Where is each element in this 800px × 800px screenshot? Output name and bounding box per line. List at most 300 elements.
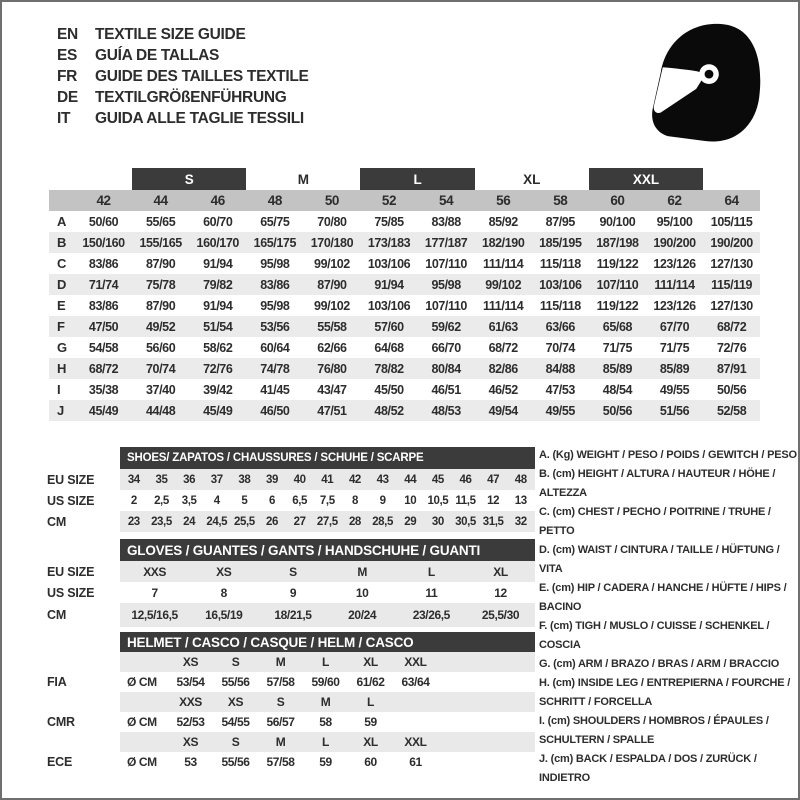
size-value: 70/80: [317, 214, 347, 229]
size-value: 103/106: [367, 256, 411, 271]
row-fia: [47, 672, 535, 692]
measure-row-c: [49, 253, 760, 274]
eu-size-spacer: [49, 190, 75, 211]
measure-letter: D: [49, 274, 75, 295]
size-value: 75/78: [132, 274, 189, 295]
guide-title-es: GUÍA DE TALLAS: [95, 47, 220, 64]
cell-value: 55/56: [221, 675, 250, 689]
size-value: 71/74: [75, 274, 132, 295]
cell-value: 43: [369, 469, 397, 490]
size-value: 87/95: [545, 214, 575, 229]
size-value: 107/110: [589, 274, 646, 295]
legend-item: H. (cm) INSIDE LEG / ENTREPIERNA / FOURCHE / SCHRITT / FORCELLA: [539, 677, 791, 708]
cell-value: 37: [203, 469, 231, 490]
measure-row-f: [49, 316, 760, 337]
cell-value: Ø CM: [127, 715, 157, 729]
guide-title-en: TEXTILE SIZE GUIDE: [95, 26, 246, 43]
shoes-title-row: [47, 447, 535, 469]
language-code: FR: [57, 68, 78, 85]
row-label: [47, 732, 120, 752]
helmet-size-table: [47, 632, 535, 772]
cell-value: [438, 752, 535, 772]
language-title-list: [57, 24, 309, 129]
size-group-xxl: XXL: [589, 168, 703, 190]
size-value: 48/53: [418, 400, 475, 421]
visor-pivot-hole: [705, 70, 714, 79]
size-value: 56/60: [146, 340, 176, 355]
size-value: 185/195: [532, 232, 589, 253]
cell-value: XS: [189, 561, 258, 582]
size-value: 190/200: [703, 232, 760, 253]
cell-value: 48: [507, 469, 535, 490]
size-value: 111/114: [483, 298, 524, 313]
cell-value: 24,5: [203, 511, 231, 532]
cell-value: 42: [341, 469, 369, 490]
row-us-size: [47, 490, 535, 511]
row-cm: [47, 603, 535, 627]
size-value: 91/94: [203, 256, 233, 271]
cell-value: 23: [120, 511, 148, 532]
cell-value: 25,5: [231, 511, 259, 532]
cell-value: 9: [289, 585, 297, 600]
size-value: 123/126: [653, 298, 696, 313]
size-value: 35/38: [88, 382, 119, 397]
guide-title-fr: GUIDE DES TAILLES TEXTILE: [95, 68, 309, 85]
size-value: 50/56: [589, 400, 646, 421]
size-value: 51/54: [189, 316, 246, 337]
cell-value: 46: [452, 469, 480, 490]
language-row: [57, 24, 309, 45]
legend-item: C. (cm) CHEST / PECHO / POITRINE / TRUHE / PETTO: [539, 506, 771, 537]
cell-value: 27: [286, 511, 314, 532]
cell-value: 8: [351, 494, 358, 507]
cell-value: 10,5: [427, 494, 449, 507]
cell-value: XS: [168, 652, 213, 672]
size-value: 70/74: [132, 358, 189, 379]
size-value: 170/180: [303, 232, 360, 253]
cell-value: 32: [507, 511, 535, 532]
measure-letter: G: [57, 340, 67, 355]
language-code: EN: [57, 26, 78, 43]
legend-item: E. (cm) HIP / CADERA / HANCHE / HÜFTE / HIPS / BACINO: [539, 582, 787, 613]
size-value: 111/114: [646, 274, 703, 295]
size-value: 83/86: [88, 298, 119, 313]
size-value: 72/76: [716, 340, 747, 355]
language-code: DE: [57, 89, 78, 106]
cell-value: 16,5/19: [189, 603, 258, 627]
helmet-title: HELMET / CASCO / CASQUE / HELM / CASCO: [120, 632, 535, 652]
size-value: 87/90: [303, 274, 360, 295]
eu-size-52: 52: [360, 190, 417, 211]
size-value: 47/50: [75, 316, 132, 337]
size-group-s: S: [132, 168, 246, 190]
size-value: 55/65: [146, 214, 176, 229]
cell-value: 23/26,5: [397, 603, 466, 627]
size-value: 47/53: [545, 382, 575, 397]
size-value: 48/52: [360, 400, 417, 421]
cell-value: 41: [313, 469, 341, 490]
size-value: 160/170: [189, 232, 246, 253]
cell-value: 30,5: [452, 511, 480, 532]
cell-value: 29: [396, 511, 424, 532]
cell-value: XL: [466, 561, 535, 582]
measure-row-i: [49, 379, 760, 400]
size-group-spacer: [49, 168, 132, 190]
size-value: 99/102: [314, 298, 350, 313]
cell-value: 61/62: [356, 675, 385, 689]
guide-title-it: GUIDA ALLE TAGLIE TESSILI: [95, 110, 304, 127]
guide-title-de: TEXTILGRÖßENFÜHRUNG: [95, 89, 287, 106]
row-label: CM: [47, 514, 67, 529]
size-value: 99/102: [314, 256, 350, 271]
measure-row-g: [49, 337, 760, 358]
cell-value: M: [328, 561, 397, 582]
cell-value: L: [303, 732, 348, 752]
cell-value: 20/24: [328, 603, 397, 627]
size-value: 66/70: [431, 340, 461, 355]
size-group-m: M: [297, 171, 310, 187]
size-value: 80/84: [418, 358, 475, 379]
cell-value: XXL: [393, 732, 438, 752]
size-value: 59/62: [418, 316, 475, 337]
cell-value: XS: [168, 732, 213, 752]
cell-value: 11,5: [455, 494, 476, 507]
eu-size-60: 60: [589, 190, 646, 211]
cell-value: 8: [220, 585, 227, 600]
cell-value: 52/53: [176, 715, 205, 729]
cell-value: 6,5: [292, 494, 308, 507]
cell-value: 24: [175, 511, 203, 532]
cell-value: 40: [286, 469, 314, 490]
legend-item: G. (cm) ARM / BRAZO / BRAS / ARM / BRACCIO: [539, 658, 780, 670]
cell-value: [120, 732, 168, 752]
size-value: 84/88: [532, 358, 589, 379]
size-value: 46/51: [431, 382, 461, 397]
cell-value: 36: [175, 469, 203, 490]
helmet-title-row: [47, 632, 535, 652]
size-value: 53/56: [246, 316, 303, 337]
measure-row-h: [49, 358, 760, 379]
cell-value: 28: [341, 511, 369, 532]
size-value: 61/63: [475, 316, 532, 337]
size-letter-row: [47, 692, 535, 712]
cell-value: XS: [213, 692, 258, 712]
cell-value: M: [258, 652, 303, 672]
cell-value: 31,5: [479, 511, 507, 532]
cell-value: [438, 692, 535, 712]
cell-value: 11: [425, 585, 438, 600]
cell-value: 34: [120, 469, 148, 490]
row-cm: [47, 511, 535, 532]
size-value: 95/98: [418, 274, 475, 295]
cell-value: 26: [258, 511, 286, 532]
size-value: 50/60: [88, 214, 119, 229]
measure-row-b: [49, 232, 760, 253]
row-label: FIA: [47, 675, 67, 689]
size-value: 91/94: [360, 274, 417, 295]
gloves-size-table: [47, 539, 535, 627]
title-spacer: [47, 632, 120, 652]
size-value: 107/110: [425, 298, 467, 313]
measure-letter: A: [57, 214, 66, 229]
measure-row-a: [49, 211, 760, 232]
size-group-row: [49, 168, 760, 190]
size-value: 62/66: [317, 340, 347, 355]
size-value: 103/106: [532, 274, 589, 295]
size-value: 41/45: [260, 382, 290, 397]
size-value: 173/183: [360, 232, 417, 253]
cell-value: 58: [319, 715, 332, 729]
row-label: [47, 692, 120, 712]
cell-value: L: [397, 561, 466, 582]
row-label: [47, 652, 120, 672]
legend-item: I. (cm) SHOULDERS / HOMBROS / ÉPAULES / SCHULTERN / SPALLE: [539, 715, 769, 746]
cell-value: 35: [148, 469, 176, 490]
cell-value: 56/57: [266, 715, 295, 729]
language-row: [57, 66, 309, 87]
size-value: 57/60: [360, 316, 417, 337]
size-value: 79/82: [189, 274, 246, 295]
row-label: EU SIZE: [47, 472, 95, 487]
cell-value: 44: [396, 469, 424, 490]
size-value: 70/74: [545, 340, 575, 355]
size-value: 43/47: [317, 382, 347, 397]
cell-value: 7,5: [319, 494, 335, 507]
cell-value: 57/58: [266, 755, 295, 769]
measure-row-e: [49, 295, 760, 316]
cell-value: 2,5: [154, 494, 169, 507]
size-value: 111/114: [483, 256, 524, 271]
cell-value: [120, 692, 168, 712]
size-value: 105/115: [710, 214, 753, 229]
size-value: 63/66: [532, 316, 589, 337]
size-value: 44/48: [132, 400, 189, 421]
size-value: 64/68: [374, 340, 404, 355]
legend-item: J. (cm) BACK / ESPALDA / DOS / ZURÜCK / INDIETRO: [539, 753, 757, 784]
size-value: 115/118: [539, 256, 581, 271]
cell-value: 23,5: [148, 511, 176, 532]
language-code: ES: [57, 47, 78, 64]
eu-size-46: 46: [189, 190, 246, 211]
size-value: 187/198: [589, 232, 646, 253]
legend-item: D. (cm) WAIST / CINTURA / TAILLE / HÜFTUNG / VITA: [539, 544, 780, 575]
size-value: 91/94: [203, 298, 233, 313]
cell-value: [438, 732, 535, 752]
cell-value: XXS: [168, 692, 213, 712]
cell-value: 38: [231, 469, 259, 490]
cell-value: M: [258, 732, 303, 752]
cell-value: 57/58: [266, 675, 295, 689]
measure-row-d: [49, 274, 760, 295]
size-value: 103/106: [367, 298, 411, 313]
size-value: 83/86: [246, 274, 303, 295]
size-value: 52/58: [703, 400, 760, 421]
cell-value: L: [348, 692, 393, 712]
cell-value: 2: [130, 494, 137, 507]
size-value: 95/98: [260, 298, 290, 313]
measure-letter: E: [57, 298, 66, 313]
size-value: 50/56: [716, 382, 747, 397]
cell-value: S: [213, 732, 258, 752]
cell-value: 60: [364, 755, 377, 769]
title-spacer: [47, 539, 120, 561]
size-value: 51/56: [646, 400, 703, 421]
row-label: EU SIZE: [47, 564, 95, 579]
cell-value: 45: [424, 469, 452, 490]
row-ece: [47, 752, 535, 772]
size-value: 127/130: [710, 256, 753, 271]
size-value: 87/91: [703, 358, 760, 379]
size-value: 58/62: [203, 340, 233, 355]
cell-value: XL: [348, 732, 393, 752]
cell-value: 10: [404, 494, 417, 507]
size-value: 115/119: [703, 274, 760, 295]
eu-size-row: [49, 190, 760, 211]
cell-value: 63/64: [401, 675, 430, 689]
helmet-icon: [650, 20, 768, 144]
size-value: 182/190: [475, 232, 532, 253]
gloves-title-row: [47, 539, 535, 561]
measure-letter: I: [57, 382, 61, 397]
cell-value: 54/55: [221, 715, 250, 729]
size-value: 60/70: [203, 214, 233, 229]
eu-size-54: 54: [418, 190, 475, 211]
row-cmr: [47, 712, 535, 732]
cell-value: [393, 712, 438, 732]
cell-value: 30: [424, 511, 452, 532]
cell-value: 12,5/16,5: [120, 603, 189, 627]
cell-value: 7: [151, 585, 158, 600]
cell-value: 3,5: [181, 494, 197, 507]
cell-value: L: [303, 652, 348, 672]
eu-size-48: 48: [246, 190, 303, 211]
cell-value: 6: [269, 494, 276, 507]
size-value: 49/55: [659, 382, 690, 397]
cell-value: [438, 672, 535, 692]
textile-size-table: [49, 168, 760, 421]
measure-letter: H: [49, 358, 75, 379]
size-value: 45/50: [374, 382, 404, 397]
size-value: 87/90: [146, 298, 176, 313]
size-value: 55/58: [303, 316, 360, 337]
size-value: 71/75: [659, 340, 690, 355]
size-value: 95/100: [656, 214, 693, 229]
cell-value: 12: [487, 494, 500, 507]
cell-value: 59: [319, 755, 332, 769]
size-value: 155/165: [132, 232, 189, 253]
eu-size-50: 50: [303, 190, 360, 211]
cell-value: 53/54: [176, 675, 205, 689]
size-value: 68/72: [488, 340, 518, 355]
measure-letter: J: [49, 400, 75, 421]
size-value: 49/55: [532, 400, 589, 421]
size-value: 67/70: [646, 316, 703, 337]
cell-value: 13: [514, 494, 527, 507]
cell-value: [438, 712, 535, 732]
cell-value: Ø CM: [127, 755, 157, 769]
legend-item: F. (cm) TIGH / MUSLO / CUISSE / SCHENKEL / COSCIA: [539, 620, 770, 651]
size-letter-row: [47, 652, 535, 672]
size-value: 123/126: [653, 256, 696, 271]
cell-value: 4: [213, 494, 220, 507]
cell-value: [438, 652, 535, 672]
cell-value: XXL: [393, 652, 438, 672]
size-value: 177/187: [418, 232, 475, 253]
size-value: 115/118: [539, 298, 581, 313]
size-value: 83/88: [431, 214, 461, 229]
size-value: 48/54: [602, 382, 633, 397]
cell-value: S: [213, 652, 258, 672]
size-value: 37/40: [146, 382, 176, 397]
row-label: US SIZE: [47, 585, 95, 600]
cell-value: Ø CM: [127, 675, 157, 689]
legend-item: A. (Kg) WEIGHT / PESO / POIDS / GEWITCH / PESO: [539, 449, 797, 461]
eu-size-44: 44: [132, 190, 189, 211]
size-value: 60/64: [260, 340, 290, 355]
legend-item: B. (cm) HEIGHT / ALTURA / HAUTEUR / HÖHE / ALTEZZA: [539, 468, 776, 499]
size-value: 75/85: [374, 214, 404, 229]
cell-value: S: [258, 561, 327, 582]
eu-size-42: 42: [75, 190, 132, 211]
language-code: IT: [57, 110, 71, 127]
cell-value: 39: [258, 469, 286, 490]
size-value: 46/50: [246, 400, 303, 421]
size-value: 74/78: [246, 358, 303, 379]
row-label: ECE: [47, 755, 73, 769]
size-value: 95/98: [260, 256, 290, 271]
language-row: [57, 108, 309, 129]
language-row: [57, 45, 309, 66]
row-eu-size: [47, 469, 535, 490]
cell-value: 55/56: [221, 755, 250, 769]
size-value: 150/160: [75, 232, 132, 253]
row-eu-size: [47, 561, 535, 582]
size-value: 99/102: [475, 274, 532, 295]
cell-value: 59/60: [311, 675, 340, 689]
size-value: 127/130: [710, 298, 753, 313]
row-us-size: [47, 582, 535, 603]
size-value: 72/76: [189, 358, 246, 379]
cell-value: XXS: [120, 561, 189, 582]
size-letter-row: [47, 732, 535, 752]
measure-letter: F: [49, 316, 75, 337]
row-label: CMR: [47, 715, 75, 729]
size-group-xl: XL: [523, 171, 541, 187]
cell-value: 10: [355, 585, 369, 600]
size-value: 119/122: [596, 298, 639, 313]
size-value: 71/75: [602, 340, 633, 355]
cell-value: 9: [379, 494, 386, 507]
size-value: 68/72: [75, 358, 132, 379]
size-value: 39/42: [203, 382, 233, 397]
measure-letter: C: [57, 256, 66, 271]
size-value: 82/86: [475, 358, 532, 379]
size-value: 107/110: [425, 256, 467, 271]
eu-size-58: 58: [532, 190, 589, 211]
cell-value: 61: [409, 755, 422, 769]
measurement-legend: [539, 446, 799, 788]
cell-value: M: [303, 692, 348, 712]
cell-value: 27,5: [313, 511, 341, 532]
eu-size-56: 56: [475, 190, 532, 211]
measure-letter: B: [49, 232, 75, 253]
size-value: 85/92: [488, 214, 518, 229]
size-value: 83/86: [88, 256, 119, 271]
cell-value: 25,5/30: [466, 603, 535, 627]
size-value: 78/82: [360, 358, 417, 379]
cell-value: 53: [184, 755, 197, 769]
size-value: 85/89: [646, 358, 703, 379]
